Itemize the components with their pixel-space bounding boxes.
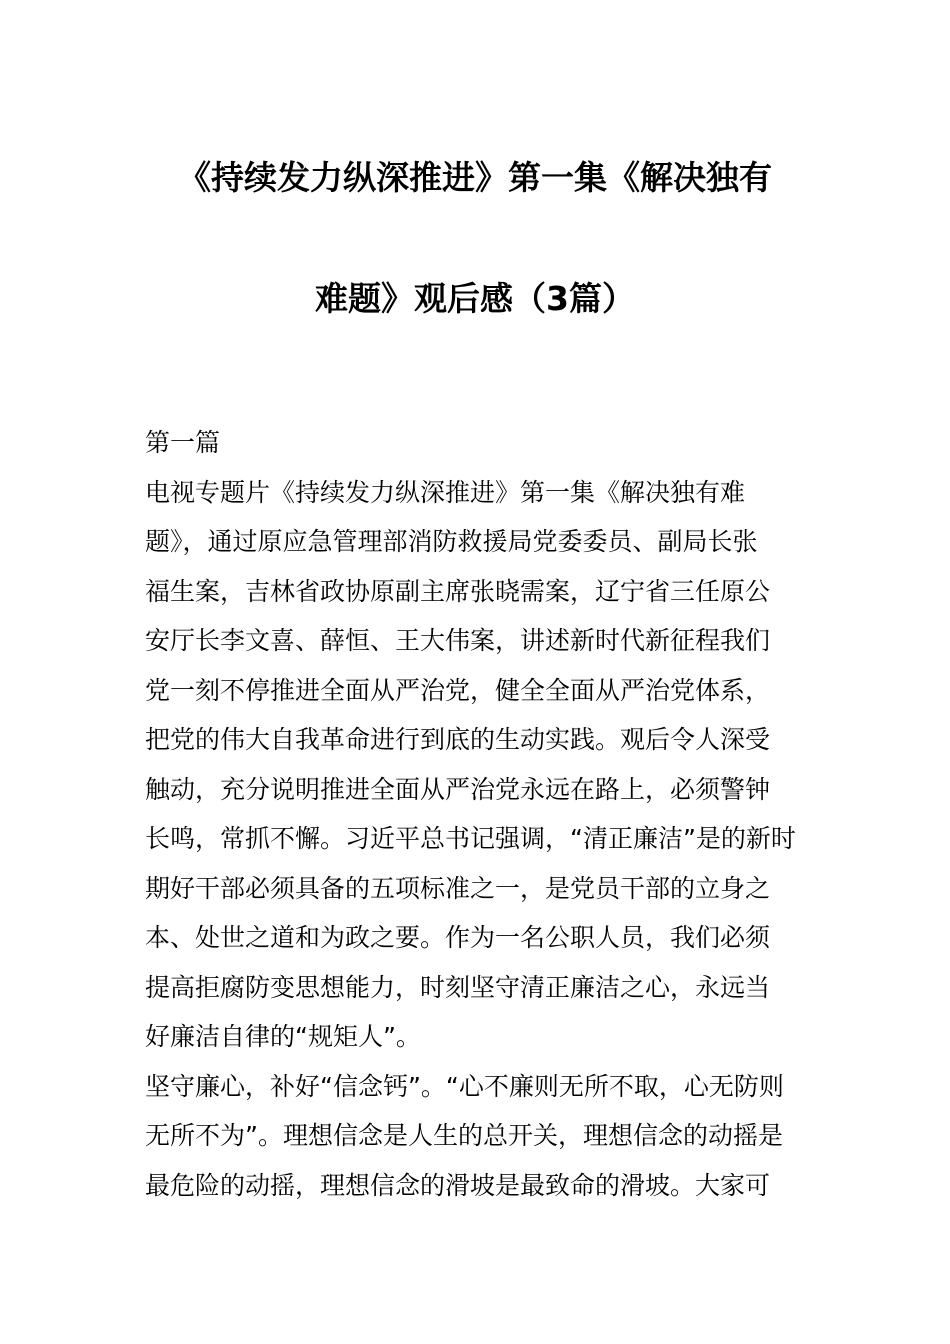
body-line: 期好干部必须具备的五项标准之一，是党员干部的立身之 — [145, 873, 771, 903]
body-line: 党一刻不停推进全面从严治党，健全全面从严治党体系， — [145, 675, 771, 705]
body-line: 触动，充分说明推进全面从严治党永远在路上，必须警钟 — [145, 774, 771, 804]
body-line: 最危险的动摇，理想信念的滑坡是最致命的滑坡。大家可 — [145, 1170, 771, 1200]
body-line: 福生案，吉林省政协原副主席张晓需案，辽宁省三任原公 — [145, 576, 771, 606]
body-line: 长鸣，常抓不懈。习近平总书记强调，“清正廉洁”是的新时 — [145, 824, 796, 853]
body-line: 提高拒腐防变思想能力，时刻坚守清正廉洁之心，永远当 — [145, 972, 771, 1002]
document-body — [145, 418, 813, 1210]
body-line: 好廉洁自律的“规矩人”。 — [145, 1022, 421, 1051]
body-line: 本、处世之道和为政之要。作为一名公职人员，我们必须 — [145, 923, 771, 952]
body-line: 把党的伟大自我革命进行到底的生动实践。观后令人深受 — [145, 725, 771, 754]
body-line: 无所不为”。理想信念是人生的总开关，理想信念的动摇是 — [145, 1121, 783, 1150]
document-title-line-1: 《持续发力纵深推进》第一集《解决独有 — [178, 158, 772, 197]
body-line: 坚守廉心，补好“信念钙”。“心不廉则无所不取，心无防则 — [145, 1071, 784, 1101]
body-line: 题》，通过原应急管理部消防救援局党委委员、副局长张 — [145, 527, 758, 556]
body-line: 安厅长李文喜、薛恒、王大伟案，讲述新时代新征程我们 — [145, 626, 771, 655]
document-title-line-2: 难题》观后感（3篇） — [315, 279, 635, 318]
section-heading: 第一篇 — [145, 428, 221, 457]
body-line: 电视专题片《持续发力纵深推进》第一集《解决独有难 — [145, 477, 746, 507]
